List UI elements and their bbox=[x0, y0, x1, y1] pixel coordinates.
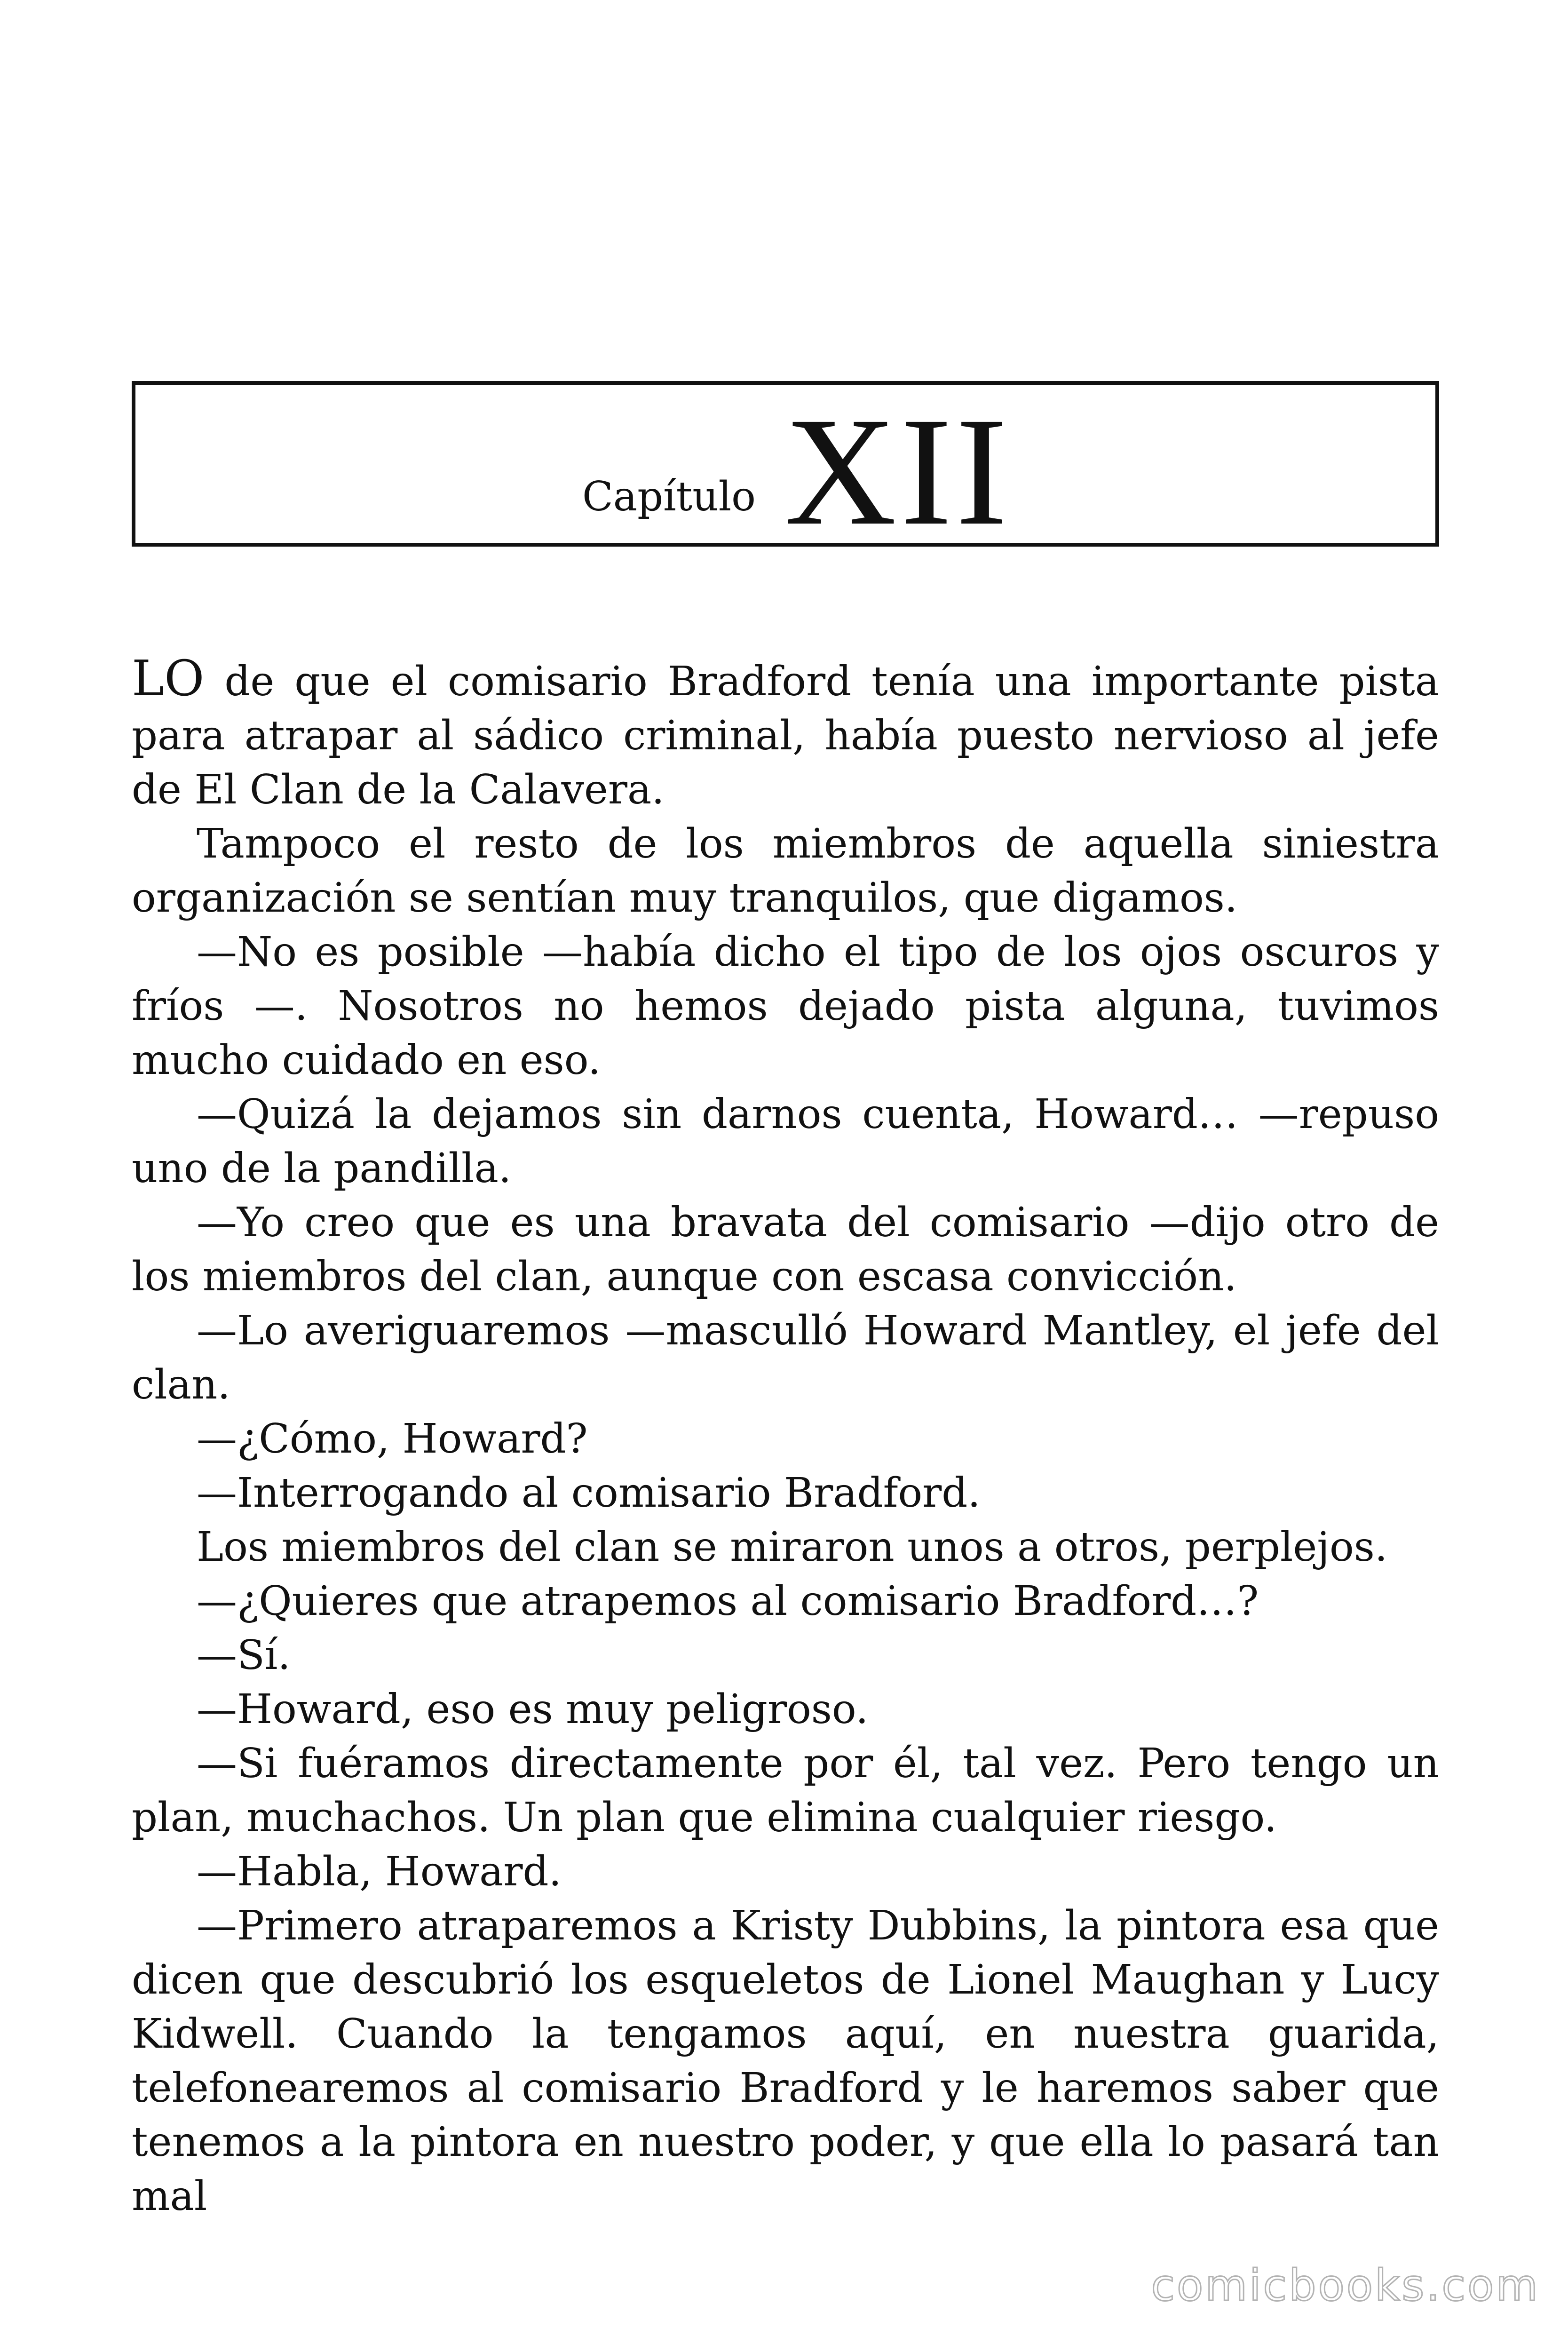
chapter-number: XII bbox=[784, 386, 1012, 557]
site-watermark: comicbooks.com bbox=[1151, 2260, 1540, 2311]
paragraph: Los miembros del clan se miraron unos a otros, perplejos. bbox=[197, 1524, 1388, 1571]
chapter-text bbox=[132, 652, 1439, 2224]
paragraph: —No es posible —había dicho el tipo de los ojos oscuros y fríos —. Nosotros no hemos dejado pista alguna, tuvimos mucho cuidado en eso. bbox=[132, 929, 1439, 1084]
paragraph-text: de que el comisario Bradford tenía una importante pista para atrapar al sádico criminal, había puesto nervioso al jefe de El Clan de la Calavera. bbox=[132, 658, 1439, 813]
paragraph: —Yo creo que es una bravata del comisario —dijo otro de los miembros del clan, aunque con escasa convicción. bbox=[132, 1199, 1439, 1300]
paragraph: —Primero atraparemos a Kristy Dubbins, la pintora esa que dicen que descubrió los esqueletos de Lionel Maughan y Lucy Kidwell. Cuando la tengamos aquí, en nuestra guarida, telefonearemos al comisario Bradford y le haremos saber que tenemos a la pintora en nuestro poder, y que ella lo pasará tan mal bbox=[132, 1902, 1439, 2220]
paragraph: —Si fuéramos directamente por él, tal vez. Pero tengo un plan, muchachos. Un plan que elimina cualquier riesgo. bbox=[132, 1740, 1439, 1841]
paragraph: —Quizá la dejamos sin darnos cuenta, Howard… —repuso uno de la pandilla. bbox=[132, 1091, 1439, 1192]
opening-initial: LO bbox=[132, 650, 205, 707]
chapter-heading-box bbox=[132, 381, 1439, 557]
paragraph: —Lo averiguaremos —masculló Howard Mantley, el jefe del clan. bbox=[132, 1307, 1439, 1408]
chapter-label: Capítulo bbox=[582, 473, 756, 520]
paragraph: —Sí. bbox=[197, 1632, 291, 1679]
paragraph bbox=[132, 652, 1439, 817]
paragraph: —Interrogando al comisario Bradford. bbox=[197, 1470, 981, 1517]
paragraph: Tampoco el resto de los miembros de aquella siniestra organización se sentían muy tranquilos, que digamos. bbox=[132, 820, 1439, 922]
paragraph: —¿Cómo, Howard? bbox=[197, 1415, 588, 1462]
paragraph: —¿Quieres que atrapemos al comisario Bradford…? bbox=[197, 1578, 1259, 1625]
paragraph: —Habla, Howard. bbox=[197, 1848, 562, 1895]
paragraph: —Howard, eso es muy peligroso. bbox=[197, 1686, 869, 1733]
